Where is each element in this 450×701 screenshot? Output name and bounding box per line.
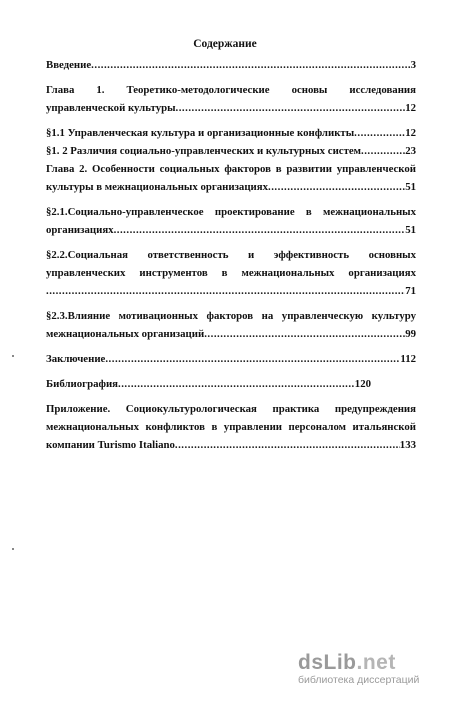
toc-entry-text: управленческой культуры [46,102,176,114]
toc-entry-line: Глава 1. Теоретико-методологические основы исследования [46,84,416,96]
toc-entry-line: §2.3.Влияние мотивационных факторов на управленческую культуру [46,310,416,322]
toc-entry [46,282,416,300]
toc-page-number: 99 [405,328,416,340]
toc-entry [46,142,416,160]
toc-page-number: 51 [405,224,416,236]
toc-page-number: 71 [405,285,416,297]
toc-entry-text: культуры в межнациональных организациях [46,181,269,193]
watermark-logo: dsLib.net [298,651,396,674]
toc-entry-line: §2.2.Социальная ответственность и эффективность основных [46,249,416,261]
toc-entry-text: межнациональных организаций [46,328,205,340]
toc-entry [46,375,371,393]
toc-entry [46,350,416,368]
toc-entry-text: компании Turismo Italiano [46,439,175,451]
toc-entry-line: Приложение. Социокультурологическая практика предупреждения [46,403,416,415]
toc-entry-text: организациях [46,224,114,236]
toc-entry [46,56,416,74]
toc-entry-line: межнациональных конфликтов в управлении персоналом итальянской [46,421,416,433]
toc-page-number: 120 [354,378,371,390]
toc-page-number: 3 [410,59,416,71]
toc-entry-text: Заключение [46,353,106,365]
toc-entry [46,99,416,117]
toc-page-number: 51 [405,181,416,193]
toc-entry [46,436,416,454]
page-title: Содержание [193,38,257,50]
toc-entry [46,325,416,343]
watermark [298,652,448,687]
toc-page-number: 133 [399,439,416,451]
toc-page-number: 12 [405,102,416,114]
toc-entry-text: Библиография [46,378,119,390]
toc-entry-text: §1.1 Управленческая культура и организационные конфликты [46,127,355,139]
toc-entry [46,221,416,239]
toc-entry-line: управленческих инструментов в межнациональных организациях [46,267,416,279]
toc-page-number: 112 [400,353,416,365]
toc-entry-line: §2.1.Социально-управленческое проектирование в межнациональных [46,206,416,218]
toc-entry [46,178,416,196]
toc-page-number: 12 [405,127,416,139]
scan-speck [12,355,14,357]
table-of-contents [46,56,416,454]
toc-entry-text: §1. 2 Различия социально-управленческих и культурных систем [46,145,362,157]
toc-page-number: 23 [405,145,416,157]
watermark-subtitle: библиотека диссертаций [298,674,420,686]
toc-entry [46,124,416,142]
toc-entry-line: Глава 2. Особенности социальных факторов в развитии управленческой [46,163,416,175]
toc-entry-text: Введение [46,59,92,71]
scan-speck [12,548,14,550]
